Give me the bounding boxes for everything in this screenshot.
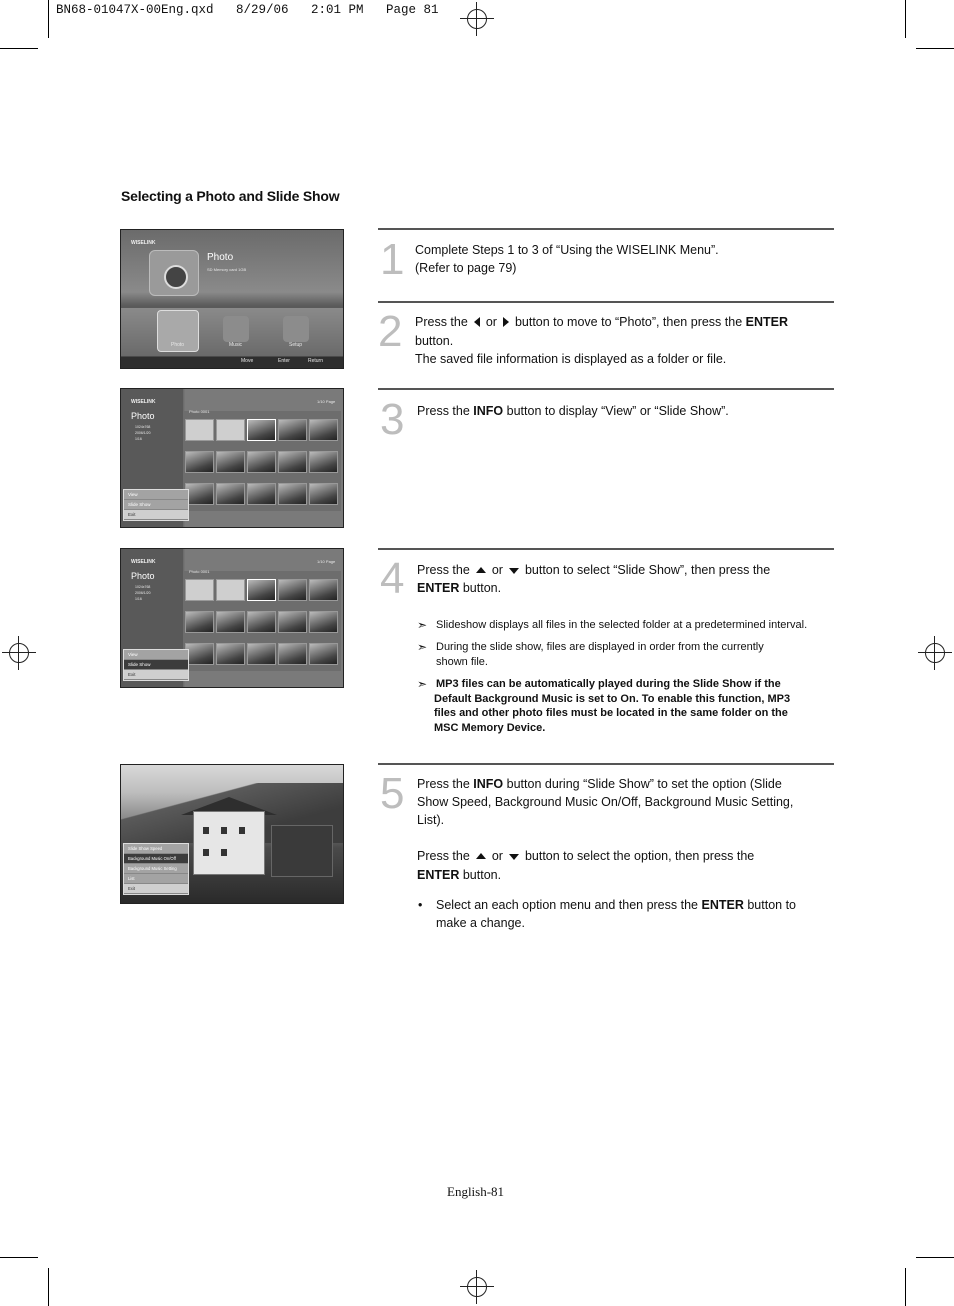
folder-name: Photo 0001 bbox=[189, 409, 210, 414]
note-text: Slideshow displays all files in the selected folder at a predetermined interval. bbox=[436, 619, 808, 631]
up-arrow-icon bbox=[476, 567, 486, 573]
info-resolution: 1024x768 bbox=[135, 425, 151, 429]
enter-keyword: ENTER bbox=[701, 898, 744, 912]
note-text: shown file. bbox=[436, 656, 488, 668]
info-date: 2006/1/20 bbox=[135, 591, 151, 595]
move-hint: Move bbox=[241, 358, 254, 364]
info-popup bbox=[123, 489, 189, 521]
registration-mark bbox=[460, 2, 494, 36]
registration-mark bbox=[460, 1270, 494, 1304]
bullet-dot: • bbox=[418, 898, 423, 912]
step-2-line-3: The saved file information is displayed as a folder or file. bbox=[415, 352, 727, 366]
menu-label-photo: Photo bbox=[171, 342, 185, 348]
step-1-line-1: Complete Steps 1 to 3 of “Using the WISELINK Menu”. bbox=[415, 243, 719, 257]
popup-exit[interactable]: Exit bbox=[124, 510, 188, 520]
registration-mark bbox=[2, 636, 36, 670]
note-arrow-icon: ➣ bbox=[417, 677, 428, 691]
setup-menu-icon bbox=[283, 316, 309, 342]
step-5-line-1 bbox=[417, 775, 782, 793]
camera-icon bbox=[149, 250, 199, 296]
option-list[interactable]: List bbox=[124, 874, 188, 884]
popup-view[interactable]: View bbox=[124, 650, 188, 660]
note-arrow-icon: ➣ bbox=[417, 640, 428, 654]
enter-keyword: ENTER bbox=[417, 581, 460, 595]
print-header: BN68-01047X-00Eng.qxd 8/29/06 2:01 PM Page 81 bbox=[56, 3, 439, 17]
note-1 bbox=[417, 618, 837, 634]
popup-exit[interactable]: Exit bbox=[124, 670, 188, 680]
screen-title: Photo bbox=[207, 252, 234, 263]
note-text: Default Background Music is set to On. To enable this function, MP3 bbox=[434, 693, 791, 705]
bullet-line-1 bbox=[436, 896, 796, 914]
step-number-4: 4 bbox=[380, 554, 405, 603]
step-divider bbox=[378, 763, 834, 765]
screen-subtitle: SD Memory card 1GB bbox=[207, 267, 247, 272]
step-text-fragment: button. bbox=[462, 581, 502, 595]
browser-title: Photo bbox=[131, 571, 155, 581]
crop-mark bbox=[48, 1268, 49, 1306]
step-text-fragment: button to move to “Photo”, then press the bbox=[514, 315, 743, 329]
step-number-2: 2 bbox=[378, 307, 403, 356]
step-5-para-2-line-2 bbox=[417, 866, 501, 884]
step-text-fragment: Press the bbox=[417, 777, 470, 791]
registration-mark bbox=[918, 636, 952, 670]
info-popup bbox=[123, 649, 189, 681]
slideshow-option-menu bbox=[123, 843, 189, 895]
crop-mark bbox=[905, 1268, 906, 1306]
note-3 bbox=[417, 677, 837, 739]
wiselink-menu-screenshot bbox=[120, 229, 344, 369]
enter-keyword: ENTER bbox=[417, 868, 460, 882]
wiselink-logo: WISELINK bbox=[131, 399, 156, 405]
folder-name: Photo 0001 bbox=[189, 569, 210, 574]
info-keyword: INFO bbox=[473, 404, 504, 418]
slideshow-options-screenshot bbox=[120, 764, 344, 904]
step-5-line-2: Show Speed, Background Music On/Off, Background Music Setting, bbox=[417, 795, 794, 809]
crop-mark bbox=[0, 1257, 38, 1258]
photo-browser-slideshow-screenshot bbox=[120, 548, 344, 688]
step-number-1: 1 bbox=[380, 235, 405, 284]
step-2-line-1 bbox=[415, 313, 788, 331]
left-arrow-icon bbox=[474, 317, 480, 327]
wiselink-logo: WISELINK bbox=[131, 559, 156, 565]
crop-mark bbox=[916, 48, 954, 49]
return-hint: Return bbox=[308, 358, 324, 364]
option-exit[interactable]: Exit bbox=[124, 884, 188, 894]
step-text-fragment: button to bbox=[747, 898, 796, 912]
step-divider bbox=[378, 388, 834, 390]
section-title: Selecting a Photo and Slide Show bbox=[121, 188, 340, 204]
browser-title: Photo bbox=[131, 411, 155, 421]
enter-hint: Enter bbox=[278, 358, 290, 364]
note-text: files and other photo files must be located in the same folder on the bbox=[434, 707, 788, 719]
step-4-line-1 bbox=[417, 561, 770, 579]
popup-slide-show[interactable]: Slide Show bbox=[124, 660, 188, 670]
note-arrow-icon: ➣ bbox=[417, 618, 428, 632]
step-text-fragment: button to select the option, then press the bbox=[524, 849, 755, 863]
popup-slide-show[interactable]: Slide Show bbox=[124, 500, 188, 510]
step-number-5: 5 bbox=[380, 769, 405, 818]
step-1-line-2: (Refer to page 79) bbox=[415, 261, 517, 275]
menu-label-setup: Setup bbox=[289, 342, 303, 348]
step-text-fragment: Select an each option menu and then press the bbox=[436, 898, 698, 912]
note-2 bbox=[417, 640, 837, 672]
step-text-fragment: Press the bbox=[417, 563, 470, 577]
info-count: 1/16 bbox=[135, 437, 142, 441]
step-text-fragment: Press the bbox=[417, 404, 470, 418]
note-text: MP3 files can be automatically played during the Slide Show if the bbox=[436, 678, 781, 690]
step-text-fragment: button to display “View” or “Slide Show”. bbox=[506, 404, 729, 418]
info-keyword: INFO bbox=[473, 777, 504, 791]
option-slide-show-speed[interactable]: Slide Show Speed bbox=[124, 844, 188, 854]
step-text-fragment: button. bbox=[462, 868, 502, 882]
crop-mark bbox=[905, 0, 906, 38]
up-arrow-icon bbox=[476, 853, 486, 859]
popup-view[interactable]: View bbox=[124, 490, 188, 500]
option-background-music-onoff[interactable]: Background Music On/Off bbox=[124, 854, 188, 864]
step-5-line-3: List). bbox=[417, 813, 445, 827]
step-divider bbox=[378, 228, 834, 230]
step-text-fragment: or bbox=[491, 849, 503, 863]
crop-mark bbox=[916, 1257, 954, 1258]
step-text-fragment: button during “Slide Show” to set the option (Slide bbox=[506, 777, 782, 791]
info-resolution: 1024x768 bbox=[135, 585, 151, 589]
step-text-fragment: Press the bbox=[417, 849, 470, 863]
step-4-line-2 bbox=[417, 579, 501, 597]
photo-browser-screenshot bbox=[120, 388, 344, 528]
step-text-fragment: or bbox=[485, 315, 497, 329]
step-divider bbox=[378, 548, 834, 550]
page-footer: English-81 bbox=[447, 1184, 505, 1199]
crop-mark bbox=[0, 48, 38, 49]
down-arrow-icon bbox=[509, 854, 519, 860]
music-menu-icon bbox=[223, 316, 249, 342]
down-arrow-icon bbox=[509, 568, 519, 574]
note-text: During the slide show, files are displayed in order from the currently bbox=[436, 641, 764, 653]
enter-keyword: ENTER bbox=[745, 315, 789, 329]
crop-mark bbox=[48, 0, 49, 38]
step-3-line-1 bbox=[417, 402, 729, 420]
step-2-line-2: button. bbox=[415, 334, 454, 348]
step-divider bbox=[378, 301, 834, 303]
info-count: 1/16 bbox=[135, 597, 142, 601]
step-5-para-2-line-1 bbox=[417, 847, 754, 865]
bullet-line-2: make a change. bbox=[436, 916, 525, 930]
menu-label-music: Music bbox=[229, 342, 243, 348]
step-number-3: 3 bbox=[380, 395, 405, 444]
page-indicator: 1/10 Page bbox=[317, 559, 336, 564]
info-date: 2006/1/20 bbox=[135, 431, 151, 435]
right-arrow-icon bbox=[503, 317, 509, 327]
option-background-music-setting[interactable]: Background Music Setting bbox=[124, 864, 188, 874]
step-text-fragment: or bbox=[491, 563, 503, 577]
step-text-fragment: Press the bbox=[415, 315, 468, 329]
note-text: MSC Memory Device. bbox=[434, 722, 546, 734]
step-text-fragment: button to select “Slide Show”, then press the bbox=[524, 563, 771, 577]
wiselink-logo: WISELINK bbox=[131, 240, 156, 246]
page-indicator: 1/10 Page bbox=[317, 399, 336, 404]
